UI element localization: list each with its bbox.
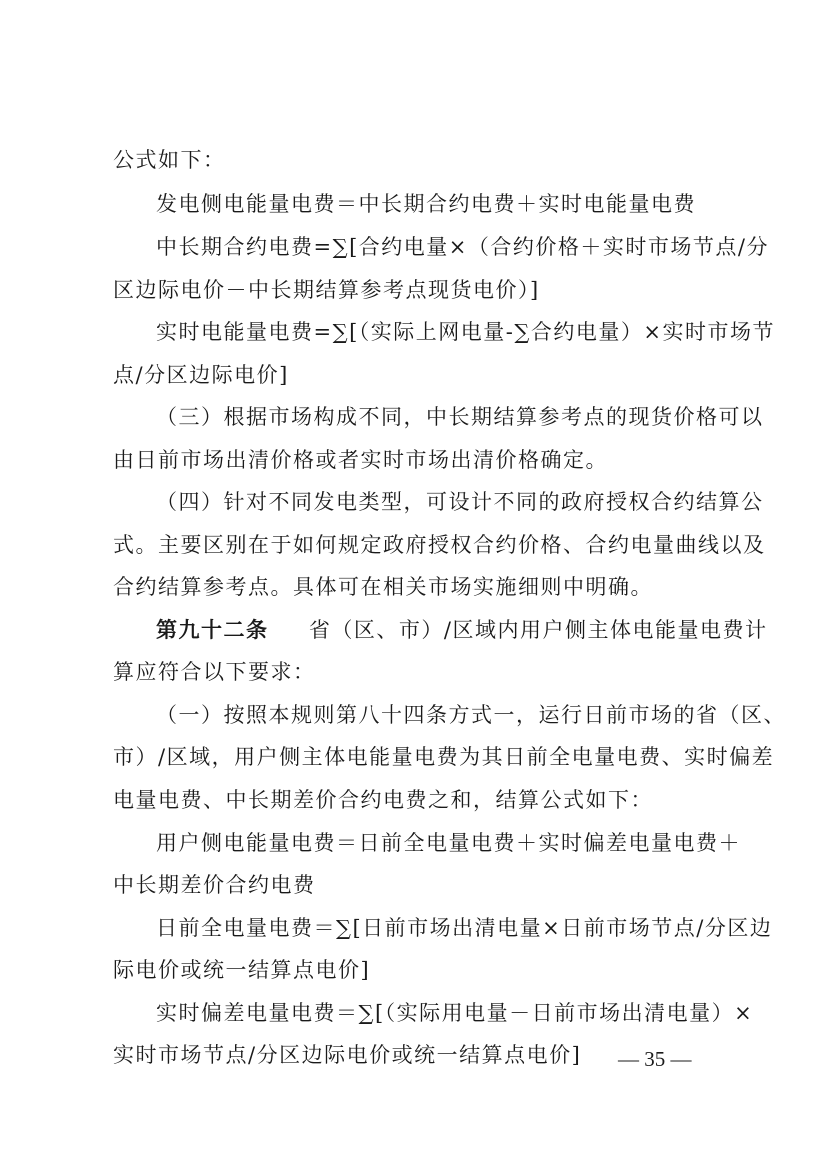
article-heading: 第九十二条 <box>156 618 269 642</box>
clause-1-line-3: 电量电费、中长期差价合约电费之和，结算公式如下： <box>113 788 653 812</box>
paragraph-3-line-2: 由日前市场出清价格或者实时市场出清价格确定。 <box>113 448 608 472</box>
clause-1-line-2: 市）/区域，用户侧主体电能量电费为其日前全电量电费、实时偏差 <box>113 745 775 769</box>
user-formula-line-2-cont: 际电价或统一结算点电价] <box>113 958 371 982</box>
article-line-2: 算应符合以下要求： <box>113 660 316 684</box>
formula-line-3: 实时电能量电费=∑[（实际上网电量-∑合约电量）×实时市场节 <box>156 320 775 344</box>
article-text: 省（区、市）/区域内用户侧主体电能量电费计 <box>308 618 768 642</box>
page-number: — 35 — <box>618 1047 692 1071</box>
formula-line-3-cont: 点/分区边际电价] <box>113 363 289 387</box>
paragraph-4-line-2: 式。主要区别在于如何规定政府授权合约价格、合约电量曲线以及 <box>113 533 766 557</box>
user-formula-line-1-cont: 中长期差价合约电费 <box>113 873 316 897</box>
user-formula-line-2: 日前全电量电费＝∑[日前市场出清电量×日前市场节点/分区边 <box>156 916 773 940</box>
text-line-1: 公式如下： <box>113 148 226 172</box>
paragraph-4-line-1: （四）针对不同发电类型，可设计不同的政府授权合约结算公 <box>156 490 764 514</box>
formula-line-2-cont: 区边际电价－中长期结算参考点现货电价）] <box>113 278 540 302</box>
user-formula-line-3-cont: 实时市场节点/分区边际电价或统一结算点电价] <box>113 1043 582 1067</box>
user-formula-line-1: 用户侧电能量电费＝日前全电量电费＋实时偏差电量电费＋ <box>156 831 741 855</box>
formula-line-2: 中长期合约电费=∑[合约电量×（合约价格＋实时市场节点/分 <box>156 235 769 259</box>
formula-line-1: 发电侧电能量电费＝中长期合约电费＋实时电能量电费 <box>156 192 696 216</box>
paragraph-4-line-3: 合约结算参考点。具体可在相关市场实施细则中明确。 <box>113 575 653 599</box>
user-formula-line-3: 实时偏差电量电费＝∑[（实际用电量－日前市场出清电量）× <box>156 1001 754 1025</box>
clause-1-line-1: （一）按照本规则第八十四条方式一，运行日前市场的省（区、 <box>156 703 786 727</box>
paragraph-3-line-1: （三）根据市场构成不同，中长期结算参考点的现货价格可以 <box>156 405 764 429</box>
article-line-1 <box>156 616 768 644</box>
